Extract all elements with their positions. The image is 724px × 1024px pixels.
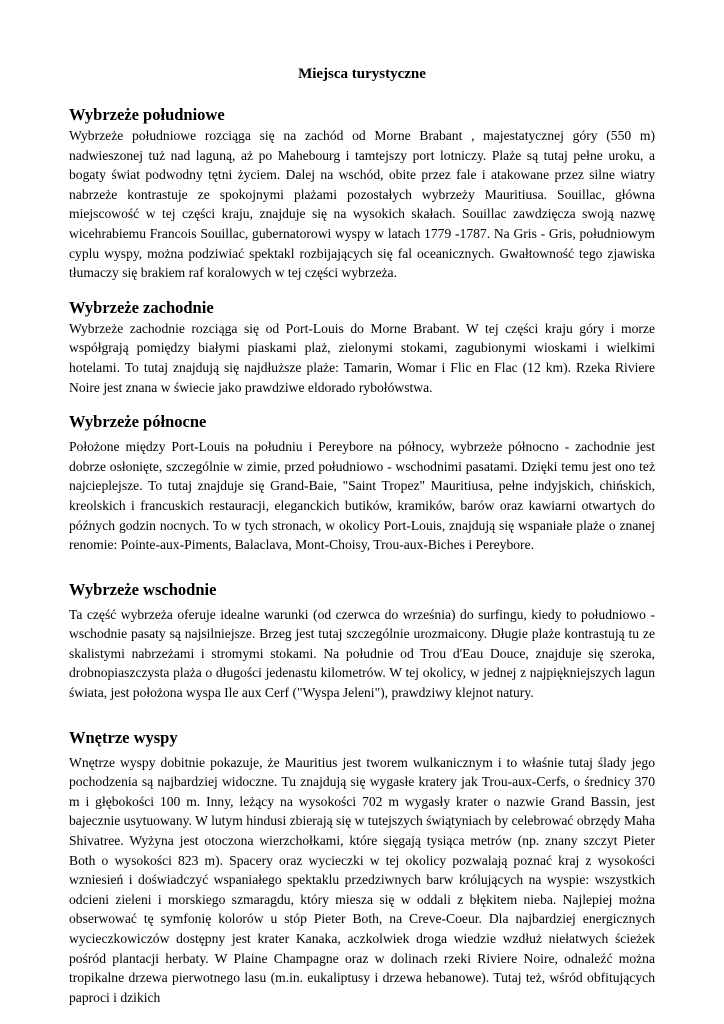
section-paragraph: Wybrzeże południowe rozciąga się na zachód od Morne Brabant , majestatycznej góry (550 m) nadwieszonej tuż nad laguną, aż po Mahebourg i tamtejszy port lotniczy. Plaże są tutaj pełne uroku, a bogaty świat podwodny tętni życiem. Dalej na wschód, obite przez fale i atakowane przez silne wiatry nabrzeże kontrastuje ze spokojnymi plażami pozostałych wybrzeży Mauritiusa. Souillac, główna miejscowość w tej części kraju, znajduje się na wysokich skałach. Souillac zawdzięcza swoją nazwę wicehrabiemu Francois Souillac, gubernatorowi wyspy w latach 1779 -1787. Na Gris - Gris, południowym cyplu wyspy, można podziwiać spektakl rozbijających się fal oceanicznych. Gwałtowność tego zjawiska tłumaczy się brakiem raf koralowych w tej części wybrzeża. — [69, 128, 655, 281]
section-north-coast — [69, 411, 655, 555]
document-page — [69, 64, 655, 1007]
section-west-coast — [69, 297, 655, 397]
page-title: Miejsca turystyczne — [298, 66, 426, 82]
section-south-coast — [69, 104, 655, 283]
section-paragraph: Wybrzeże zachodnie rozciąga się od Port-Louis do Morne Brabant. W tej części kraju góry i morze współgrają pomiędzy białymi piaskami plaż, zielonymi stokami, zagubionymi wioskami i wielkimi hotelami. To tutaj znajdują się najdłuższe plaże: Tamarin, Womar i Flic en Flac (12 km). Rzeka Riviere Noire jest znana w świecie jako prawdziwe eldorado rybołówstwa. — [69, 320, 655, 395]
section-paragraph: Wnętrze wyspy dobitnie pokazuje, że Mauritius jest tworem wulkanicznym i to właśnie tutaj ślady jego pochodzenia są najbardziej widoczne. Tu znajdują się wygasłe kratery jak Trou-aux-Cerfs, o średnicy 370 m i głębokości 100 m. Inny, leżący na wysokości 702 m wygasły krater o nazwie Grand Bassin, jest bajecznie usytuowany. W lutym hindusi zbierają się w tutejszych świątyniach by celebrować obrzędy Maha Shivatree. Wyżyna jest otoczona wierzchołkami, które sięgają tysiąca metrów (np. znany szczyt Pieter Both o wysokości 823 m). Spacery oraz wycieczki w tej okolicy pozwalają poznać kraj z wysokości wzniesień i doświadczyć wspaniałego spektaklu przedziwnych barw królujących na wyspie: wszystkich odcieni zieleni i morskiego szmaragdu, który miesza się w oddali z błękitem nieba. Najlepiej można obserwować tę symfonię kolorów u stóp Pieter Both, na Creve-Coeur. Dla najbardziej energicznych wycieczkowiczów dostępny jest krater Kanaka, aczkolwiek droga wiedzie wzdłuż niełatwych ścieżek pośród plantacji herbaty. W Plaine Champagne oraz w dolinach rzeki Riviere Noire, odnaleźć można tropikalne drzewa pierwotnego lasu (m.in. eukaliptusy i drzewa hebanowe). Tutaj też, wśród obfitujących paproci i dzikich — [69, 754, 655, 1005]
section-paragraph: Ta część wybrzeża oferuje idealne warunki (od czerwca do września) do surfingu, kiedy to południowo - wschodnie pasaty są najsilniejsze. Brzeg jest tutaj szczególnie urozmaicony. Długie plaże kontrastują tu ze skalistymi nabrzeżami i stromymi stokami. Na południe od Trou d'Eau Douce, znajduje się szeroka, drobnopiaszczysta plaża o długości jedenastu kilometrów. W tej okolicy, w jednej z najpiękniejszych lagun świata, jest położona wyspa Ile aux Cerf ("Wyspa Jeleni"), prawdziwy klejnot natury. — [69, 606, 655, 701]
section-heading: Wybrzeże południowe — [69, 105, 225, 124]
section-paragraph: Położone między Port-Louis na południu i Pereybore na północy, wybrzeże północno - zachodnie jest dobrze osłonięte, szczególnie w zimie, przed południowo - wschodnimi pasatami. Dzięki temu jest ono też najcieplejsze. To tutaj znajduje się Grand-Baie, "Saint Tropez" Mauritiusa, pełne indyjskich, chińskich, kreolskich i francuskich restauracji, eleganckich butików, kramików, barów oraz kawiarni otwartych do późnych godzin nocnych. To w tych stronach, w okolicy Port-Louis, znajdują się wspaniałe plaże o znanej renomie: Pointe-aux-Piments, Balaclava, Mont-Choisy, Trou-aux-Biches i Pereybore. — [69, 439, 655, 553]
section-heading: Wybrzeże wschodnie — [69, 579, 217, 599]
section-interior — [69, 727, 655, 1008]
section-heading: Wybrzeże zachodnie — [69, 297, 214, 317]
section-heading: Wybrzeże północne — [69, 412, 207, 432]
section-heading: Wnętrze wyspy — [69, 727, 178, 747]
section-east-coast — [69, 579, 655, 703]
